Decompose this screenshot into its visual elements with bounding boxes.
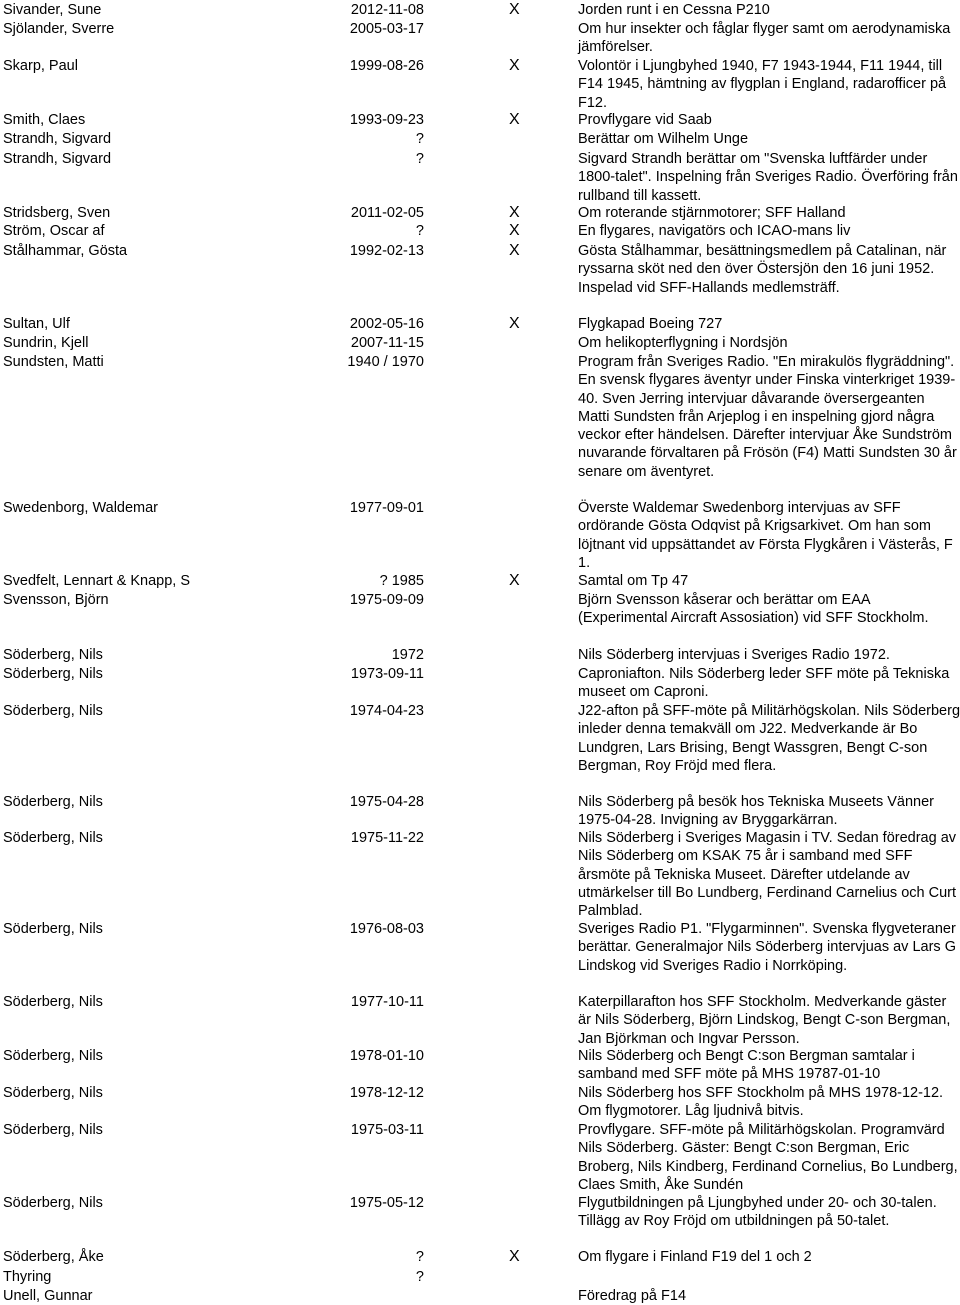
name-cell: Smith, Claes [3, 112, 86, 128]
date-cell: 1975-09-09 [349, 592, 424, 608]
name-cell: Stålhammar, Gösta [3, 243, 128, 259]
name-cell: Strandh, Sigvard [3, 131, 112, 147]
description-cell: Om helikopterflygning i Nordsjön [578, 335, 788, 351]
name-cell: Sivander, Sune [3, 2, 102, 18]
date-cell: 2007-11-15 [350, 335, 424, 351]
name-cell: Unell, Gunnar [3, 1288, 93, 1304]
name-cell: Strandh, Sigvard [3, 151, 112, 167]
date-cell: 1978-12-12 [349, 1085, 424, 1101]
date-cell: 1977-09-01 [349, 500, 424, 516]
date-cell: 1992-02-13 [349, 243, 424, 259]
name-cell: Ström, Oscar af [3, 223, 105, 239]
description-cell: Volontör i Ljungbyhed 1940, F7 1943-1944, F11 1944, till F14 1945, hämtning av flygplan i England, radarofficer på F12. [578, 58, 947, 111]
name-cell: Svensson, Björn [3, 592, 109, 608]
mark-cell: X [509, 204, 520, 221]
description-cell: Nils Söderberg och Bengt C:son Bergman samtalar i samband med SFF möte på MHS 19787-01-10 [578, 1048, 915, 1083]
description-cell: Flygkapad Boeing 727 [578, 316, 723, 332]
date-cell: ? [415, 1269, 424, 1285]
name-cell: Söderberg, Nils [3, 647, 103, 663]
description-cell: Sveriges Radio P1. "Flygarminnen". Svenska flygveteraner berättar. Generalmajor Nils Söderberg intervjuas av Lars G Lindskog vid Sveriges Radio i Norrköping. [578, 921, 956, 974]
date-cell: ? [415, 131, 424, 147]
name-cell: Söderberg, Nils [3, 921, 103, 937]
mark-cell: X [509, 222, 520, 239]
date-cell: 1999-08-26 [349, 58, 424, 74]
description-cell: Om roterande stjärnmotorer; SFF Halland [578, 205, 846, 221]
date-cell: 1974-04-23 [349, 703, 424, 719]
description-cell: Nils Söderberg i Sveriges Magasin i TV. Sedan föredrag av Nils Söderberg om KSAK 75 år i samband med SFF årsmöte på Tekniska Museet. Därefter utdelande av utmärkelser till Bo Lundberg, Ferdinand Carnelius och Curt Palmblad. [578, 830, 957, 920]
date-cell: 1975-04-28 [349, 794, 424, 810]
date-cell: 1940 / 1970 [347, 354, 424, 370]
name-cell: Sundsten, Matti [3, 354, 104, 370]
description-cell: Nils Söderberg hos SFF Stockholm på MHS 1978-12-12. Om flygmotorer. Låg ljudnivå bitvis. [578, 1085, 944, 1120]
description-cell: Sigvard Strandh berättar om "Svenska luftfärder under 1800-talet". Inspelning från Sveriges Radio. Överföring från rullband till kassett. [578, 151, 958, 204]
date-cell: 1972 [391, 647, 424, 663]
description-cell: Katerpillarafton hos SFF Stockholm. Medverkande gäster är Nils Söderberg, Björn Lindskog, Bengt C-son Bergman, Jan Björkman och Ingvar Persson. [578, 994, 951, 1047]
description-cell: Caproniafton. Nils Söderberg leder SFF möte på Tekniska museet om Caproni. [578, 666, 950, 701]
name-cell: Söderberg, Nils [3, 1048, 103, 1064]
mark-cell: X [509, 57, 520, 74]
name-cell: Söderberg, Nils [3, 830, 103, 846]
date-cell: ? [415, 1249, 424, 1265]
mark-cell: X [509, 111, 520, 128]
name-cell: Söderberg, Nils [3, 703, 103, 719]
description-cell: Föredrag på F14 [578, 1288, 687, 1304]
date-cell: ? [415, 223, 424, 239]
date-cell: 1975-11-22 [350, 830, 424, 846]
description-cell: Gösta Stålhammar, besättningsmedlem på Catalinan, när ryssarna sköt ned den över Östersjön den 16 juni 1952. Inspelad vid SFF-Hallands medlemsträff. [578, 243, 947, 296]
name-cell: Sundrin, Kjell [3, 335, 89, 351]
name-cell: Söderberg, Nils [3, 794, 103, 810]
description-cell: Överste Waldemar Swedenborg intervjuas av SFF ordörande Gösta Odqvist på Krigsarkivet. Om han som löjtnant vid uppsättandet av Första Flygkåren i Västerås, F 1. [578, 500, 953, 571]
date-cell: 1978-01-10 [349, 1048, 424, 1064]
mark-cell: X [509, 242, 520, 259]
description-cell: Nils Söderberg på besök hos Tekniska Museets Vänner 1975-04-28. Invigning av Bryggarkärran. [578, 794, 934, 829]
date-cell: 1973-09-11 [350, 666, 424, 682]
mark-cell: X [509, 315, 520, 332]
name-cell: Söderberg, Åke [3, 1249, 104, 1265]
name-cell: Sjölander, Sverre [3, 21, 115, 37]
description-cell: En flygares, navigatörs och ICAO-mans liv [578, 223, 851, 239]
description-cell: Provflygare. SFF-möte på Militärhögskolan. Programvärd Nils Söderberg. Gäster: Bengt C:son Bergman, Eric Broberg, Nils Kindberg, Ferdinand Cornelius, Bo Lundberg, Claes Smith, Åke Sundén [578, 1122, 958, 1193]
name-cell: Söderberg, Nils [3, 1085, 103, 1101]
name-cell: Stridsberg, Sven [3, 205, 111, 221]
date-cell: 1977-10-11 [350, 994, 424, 1010]
name-cell: Söderberg, Nils [3, 666, 103, 682]
name-cell: Skarp, Paul [3, 58, 78, 74]
name-cell: Söderberg, Nils [3, 1195, 103, 1211]
description-cell: Provflygare vid Saab [578, 112, 712, 128]
description-cell: J22-afton på SFF-möte på Militärhögskolan. Nils Söderberg inleder denna temakväll om J22. Medverkande är Bo Lundgren, Lars Brising, Bengt Wassgren, Bengt C-son Bergman, Roy Fröjd med flera. [578, 703, 960, 774]
mark-cell: X [509, 1248, 520, 1265]
description-cell: Samtal om Tp 47 [578, 573, 689, 589]
name-cell: Svedfelt, Lennart & Knapp, S [3, 573, 191, 589]
date-cell: 1975-03-11 [350, 1122, 424, 1138]
date-cell: ? [415, 151, 424, 167]
date-cell: 1976-08-03 [349, 921, 424, 937]
name-cell: Sultan, Ulf [3, 316, 70, 332]
description-cell: Nils Söderberg intervjuas i Sveriges Radio 1972. [578, 647, 890, 663]
mark-cell: X [509, 1, 520, 18]
date-cell: 1975-05-12 [349, 1195, 424, 1211]
date-cell: 2011-02-05 [350, 205, 424, 221]
description-cell: Om hur insekter och fåglar flyger samt om aerodynamiska jämförelser. [578, 21, 951, 56]
mark-cell: X [509, 572, 520, 589]
date-cell: 2012-11-08 [350, 2, 424, 18]
description-cell: Björn Svensson kåserar och berättar om EAA (Experimental Aircraft Assosiation) vid SFF Stockholm. [578, 592, 929, 627]
name-cell: Söderberg, Nils [3, 994, 103, 1010]
description-cell: Program från Sveriges Radio. "En mirakulös flygräddning". En svensk flygares äventyr under Finska vinterkriget 1939-40. Sven Jerring intervjuar dåvarande översergeanten Matti Sundsten från Arjeplog i en inspelning gjord några veckor efter händelsen. Därefter intervjuar Åke Sundström nuvarande förvaltaren på Frösön (F4) Matti Sundsten 30 år senare om äventyret. [578, 354, 957, 480]
name-cell: Söderberg, Nils [3, 1122, 103, 1138]
date-cell: ? 1985 [379, 573, 424, 589]
date-cell: 1993-09-23 [349, 112, 424, 128]
description-cell: Berättar om Wilhelm Unge [578, 131, 749, 147]
name-cell: Thyring [3, 1269, 52, 1285]
date-cell: 2005-03-17 [349, 21, 424, 37]
name-cell: Swedenborg, Waldemar [3, 500, 159, 516]
date-cell: 2002-05-16 [349, 316, 424, 332]
description-cell: Om flygare i Finland F19 del 1 och 2 [578, 1249, 812, 1265]
description-cell: Flygutbildningen på Ljungbyhed under 20- och 30-talen. Tillägg av Roy Fröjd om utbildningen på 50-talet. [578, 1195, 937, 1230]
description-cell: Jorden runt i en Cessna P210 [578, 2, 770, 18]
